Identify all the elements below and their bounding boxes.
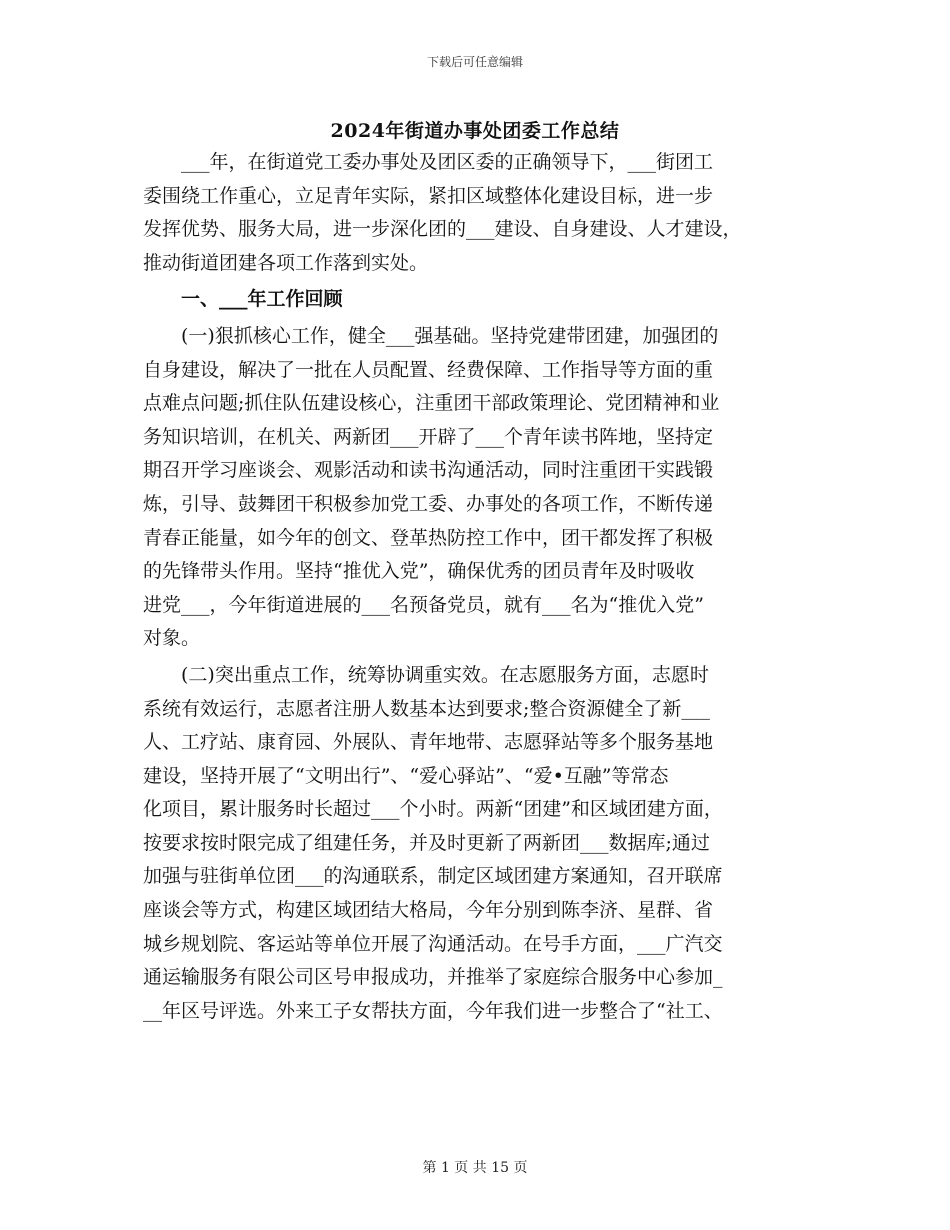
body-line: 点难点问题;抓住队伍建设核心，注重团干部政策理论、党团精神和业 — [143, 392, 720, 415]
body-line: 通运输服务有限公司区号申报成功，并推举了家庭综合服务中心参加_ — [143, 966, 723, 989]
body-line: 座谈会等方式，构建区域团结大格局，今年分别到陈李济、星群、省 — [143, 899, 714, 922]
body-line: 期召开学习座谈会、观影活动和读书沟通活动，同时注重团干实践锻 — [143, 459, 714, 482]
section-heading: 一、___年工作回顾 — [143, 288, 343, 311]
body-line: 按要求按时限完成了组建任务，并及时更新了两新团___数据库;通过 — [143, 831, 710, 854]
body-line: 自身建设，解决了一批在人员配置、经费保障、工作指导等方面的重 — [143, 358, 714, 381]
body-line: 加强与驻街单位团___的沟通联系，制定区域团建方案通知，召开联席 — [143, 865, 723, 888]
body-line: 对象。 — [143, 627, 201, 650]
document-title: 2024年街道办事处团委工作总结 — [330, 120, 620, 142]
body-line: 炼，引导、鼓舞团干积极参加党工委、办事处的各项工作，不断传递 — [143, 492, 714, 515]
body-line: 务知识培训，在机关、两新团___开辟了___个青年读书阵地，坚持定 — [143, 425, 714, 448]
body-line: 进党___，今年街道进展的___名预备党员，就有___名为“推优入党” — [143, 593, 704, 616]
body-line: 化项目，累计服务时长超过___个小时。两新“团建”和区域团建方面， — [143, 798, 723, 821]
body-line: (二)突出重点工作，统筹协调重实效。在志愿服务方面，志愿时 — [143, 663, 709, 686]
body-line: __年区号评选。外来工子女帮扶方面，今年我们进一步整合了“社工、 — [143, 999, 723, 1022]
page-number-footer: 第 1 页 共 15 页 — [422, 1160, 528, 1176]
document-body — [143, 146, 811, 1028]
body-line: 推动街道团建各项工作落到实处。 — [143, 251, 429, 274]
body-line: 系统有效运行，志愿者注册人数基本达到要求;整合资源健全了新___ — [143, 697, 710, 720]
page-header-note: 下载后可任意编辑 — [426, 55, 523, 69]
body-line: 发挥优势、服务大局，进一步深化团的___建设、自身建设、人才建设， — [143, 218, 742, 241]
body-line: (一)狠抓核心工作，健全___强基础。坚持党建带团建，加强团的 — [143, 324, 719, 347]
body-line: 城乡规划院、客运站等单位开展了沟通活动。在号手方面，___广汽交 — [143, 932, 723, 955]
body-line: 的先锋带头作用。坚持“推优入党”，确保优秀的团员青年及时吸收 — [143, 560, 695, 583]
body-line: 建设，坚持开展了“文明出行”、“爱心驿站”、“爱•互融”等常态 — [143, 764, 669, 787]
body-line: 青春正能量，如今年的创文、登革热防控工作中，团干都发挥了积极 — [143, 526, 714, 549]
body-line: 委围绕工作重心，立足青年实际，紧扣区域整体化建设目标，进一步 — [143, 184, 714, 207]
body-line: 人、工疗站、康育园、外展队、青年地带、志愿驿站等多个服务基地 — [143, 731, 714, 754]
body-line: ___年，在街道党工委办事处及团区委的正确领导下，___街团工 — [143, 151, 714, 173]
